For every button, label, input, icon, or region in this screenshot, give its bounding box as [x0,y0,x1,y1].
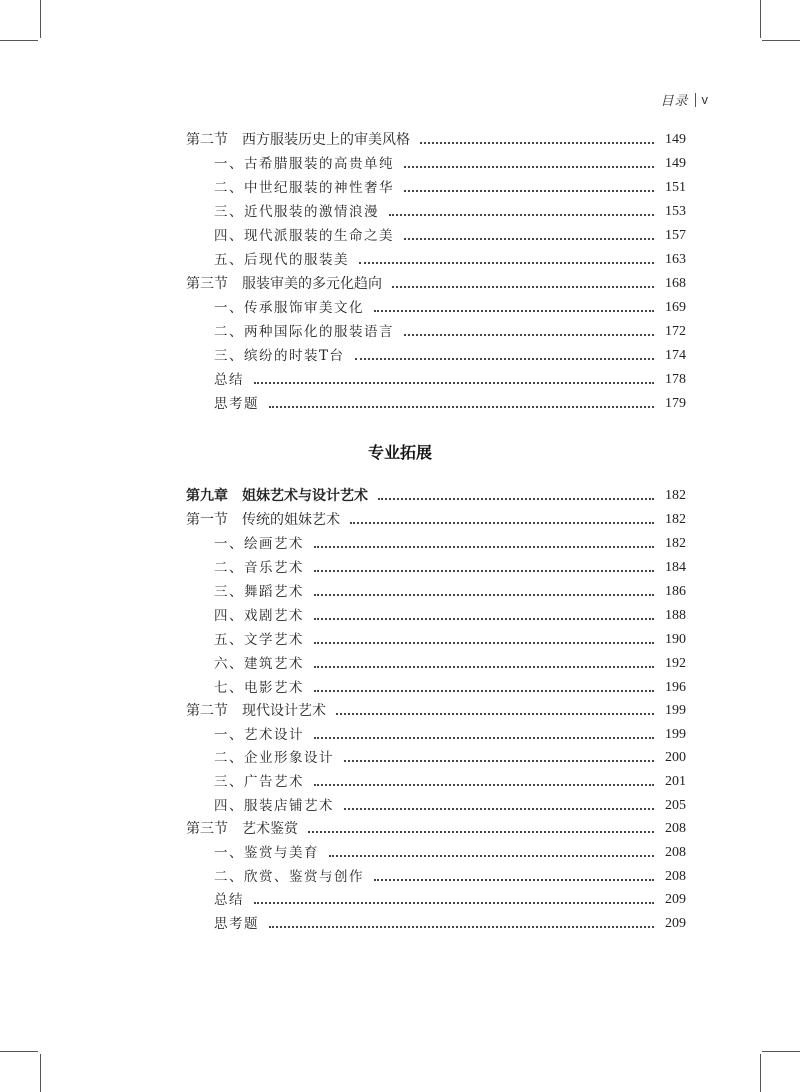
entry-title: 总结 [214,892,244,908]
dot-leader [404,166,654,168]
toc-entry[interactable] [214,795,686,817]
dot-leader [389,214,654,216]
dot-leader [314,642,654,644]
toc-entry[interactable] [214,724,686,746]
page-number: 149 [665,156,686,171]
crop-mark [40,0,41,38]
dot-leader [314,570,654,572]
entry-title: 三、广告艺术 [214,774,304,790]
crop-mark [40,1054,41,1092]
entry-title: 四、戏剧艺术 [214,608,304,624]
entry-title: 思考题 [214,396,259,412]
page-number: 208 [665,821,686,836]
page-number: 163 [665,252,686,267]
toc-entry[interactable] [214,889,686,911]
page-number: 188 [665,608,686,623]
part-title: 专业拓展 [367,443,432,462]
dot-leader [404,190,654,192]
dot-leader [344,808,654,810]
toc-section[interactable] [186,509,686,531]
toc-entry[interactable] [214,321,686,343]
page-number: 199 [665,727,686,742]
dot-leader [269,926,654,928]
toc-entry[interactable] [214,533,686,555]
entry-title: 四、现代派服装的生命之美 [214,228,394,244]
page-number: 179 [665,396,686,411]
toc-entry[interactable] [214,677,686,699]
toc-entry[interactable] [214,557,686,579]
toc-entry[interactable] [214,653,686,675]
page-number: 151 [665,180,686,195]
entry-title: 三、近代服装的激情浪漫 [214,204,379,220]
entry-title: 思考题 [214,916,259,932]
page-number: 178 [665,372,686,387]
entry-title: 五、后现代的服装美 [214,252,349,268]
toc-entry[interactable] [214,771,686,793]
dot-leader [404,334,654,336]
dot-leader [374,879,654,881]
page-number: 157 [665,228,686,243]
dot-leader [254,902,654,904]
crop-mark [760,0,761,38]
entry-title: 一、艺术设计 [214,727,304,743]
toc-entry[interactable] [214,747,686,769]
toc-entry[interactable] [214,393,686,415]
dot-leader [392,286,654,288]
entry-title: 二、两种国际化的服装语言 [214,324,394,340]
entry-title: 二、欣赏、鉴赏与创作 [214,869,364,885]
crop-mark [0,40,38,41]
toc-entry[interactable] [214,153,686,175]
toc-entry[interactable] [214,297,686,319]
page-number: 192 [665,656,686,671]
dot-leader [314,737,654,739]
dot-leader [314,546,654,548]
page-number: 209 [665,916,686,931]
toc-entry[interactable] [214,581,686,603]
dot-leader [374,310,654,312]
dot-leader [254,382,654,384]
toc-section[interactable] [186,273,686,295]
page-number: 205 [665,798,686,813]
page-number: 208 [665,869,686,884]
page-number: 174 [665,348,686,363]
entry-title: 五、文学艺术 [214,632,304,648]
page-number: 168 [665,276,686,291]
page-number: 172 [665,324,686,339]
entry-title: 传统的姐妹艺术 [242,512,340,528]
entry-title: 艺术鉴赏 [242,821,298,837]
entry-title: 一、鉴赏与美育 [214,845,319,861]
crop-mark [762,40,800,41]
toc-entry[interactable] [214,225,686,247]
entry-title: 二、中世纪服装的神性奢华 [214,180,394,196]
page-number: 201 [665,774,686,789]
section-number: 第三节 [186,276,228,292]
page-number: 184 [665,560,686,575]
section-number: 第二节 [186,132,228,148]
dot-leader [378,498,654,500]
entry-title: 一、古希腊服装的高贵单纯 [214,156,394,172]
toc-entry[interactable] [214,249,686,271]
toc-entry[interactable] [214,201,686,223]
page-number: 208 [665,845,686,860]
dot-leader [314,666,654,668]
dot-leader [404,238,654,240]
toc-entry[interactable] [214,629,686,651]
toc-section[interactable] [186,700,686,722]
entry-title: 现代设计艺术 [242,703,326,719]
entry-title: 服装审美的多元化趋向 [242,276,382,292]
dot-leader [308,831,654,833]
header-title: 目录 [660,94,689,109]
entry-title: 四、服装店铺艺术 [214,798,334,814]
header-page-number: v [701,92,708,107]
page-number: 186 [665,584,686,599]
dot-leader [344,760,654,762]
toc-section[interactable] [186,129,686,151]
entry-title: 三、舞蹈艺术 [214,584,304,600]
dot-leader [420,142,654,144]
page-number: 182 [665,536,686,551]
dot-leader [350,522,654,524]
toc-entry[interactable] [214,913,686,935]
page-number: 190 [665,632,686,647]
entry-title: 西方服装历史上的审美风格 [242,132,410,148]
entry-title: 二、音乐艺术 [214,560,304,576]
toc-entry[interactable] [214,345,686,367]
page-number: 196 [665,680,686,695]
section-number: 第一节 [186,512,228,528]
dot-leader [355,358,654,360]
page-number: 153 [665,204,686,219]
entry-title: 二、企业形象设计 [214,750,334,766]
dot-leader [314,618,654,620]
page-number: 149 [665,132,686,147]
section-number: 第三节 [186,821,228,837]
page-number: 169 [665,300,686,315]
entry-title: 七、电影艺术 [214,680,304,696]
page-number: 209 [665,892,686,907]
running-header [660,90,708,109]
entry-title: 一、传承服饰审美文化 [214,300,364,316]
dot-leader [329,855,654,857]
dot-leader [314,784,654,786]
crop-mark [760,1054,761,1092]
section-number: 第二节 [186,703,228,719]
crop-mark [0,1051,38,1052]
page-number: 182 [665,512,686,527]
dot-leader [336,713,654,715]
page-number: 200 [665,750,686,765]
crop-mark [762,1051,800,1052]
dot-leader [314,594,654,596]
entry-title: 一、绘画艺术 [214,536,304,552]
entry-title: 六、建筑艺术 [214,656,304,672]
toc-entry[interactable] [214,866,686,888]
entry-title: 三、缤纷的时装T台 [214,348,345,364]
header-divider [695,93,696,107]
entry-title: 总结 [214,372,244,388]
toc-section[interactable] [186,818,686,840]
dot-leader [314,690,654,692]
toc-entry[interactable] [214,177,686,199]
chapter-number: 第九章 [186,488,228,504]
dot-leader [359,262,654,264]
page-number: 199 [665,703,686,718]
entry-title: 姐妹艺术与设计艺术 [242,488,368,504]
toc-chapter[interactable] [186,485,686,507]
dot-leader [269,406,654,408]
toc-entry[interactable] [214,369,686,391]
page-number: 182 [665,488,686,503]
toc-entry[interactable] [214,605,686,627]
toc-entry[interactable] [214,842,686,864]
